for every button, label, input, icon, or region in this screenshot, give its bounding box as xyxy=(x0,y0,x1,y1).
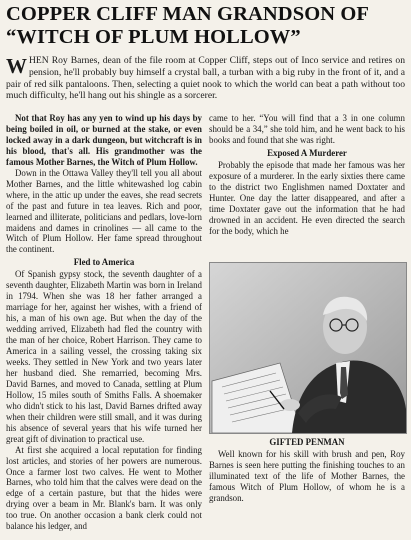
photo-roy-barnes xyxy=(209,262,407,434)
photo-illustration xyxy=(210,263,406,433)
paragraph-bank-clerk: came to her. “You will find that a 3 in one column should be a 34,” she told him, and he went back to his books and found that she was right. xyxy=(209,113,405,145)
subdeck: Not that Roy has any yen to wind up his days by being boiled in oil, or burned at the stake, or even locked away in a dark dungeon, but witchcraft is in his blood, that's all. His grandmother was the famous Mother Barnes, the Witch of Plum Hollow. xyxy=(6,113,202,167)
caption-title: GIFTED PENMAN xyxy=(269,437,345,447)
drop-cap: W xyxy=(6,54,27,78)
right-column xyxy=(209,113,405,236)
paragraph-ottawa-valley: Down in the Ottawa Valley they'll tell you all about Mother Barnes, and the little whitewashed log cabin where, in the attic up under the eaves, she read secrets of the past and future in tea leaves. Rich and poor, learned and illiterate, politicians and pedlars, love-lorn maidens and dames in crinolines — all came to the Witch of Plum Hollow. Her fame spread throughout the continent. xyxy=(6,167,202,255)
section-head-murderer: Exposed A Murderer xyxy=(267,147,347,158)
photo-caption xyxy=(209,437,405,504)
caption-text: Well known for his skill with brush and pen, Roy Barnes is seen here putting the finishing touches to an illuminated text of the life of Mother Barnes, the famous Witch of Plum Hollow, of whom he is a grandson. xyxy=(209,448,405,503)
section-head-fled: Fled to America xyxy=(73,257,135,268)
left-column xyxy=(6,113,202,532)
paragraph-spanish-gypsy: Of Spanish gypsy stock, the seventh daughter of a seventh daughter, Elizabeth Martin was born in Ireland in 1794. When she was 18 her father arranged a marriage for her, against her wishes, with a friend of his, a man of his own age. But when the day of the wedding arrived, Elizabeth had fled the country with the man of her choice, Robert Harrison. They came to America in a sailing vessel, the crossing taking six weeks. They settled in New York and two years later her husband died. She remarried, becoming Mrs. David Barnes, and moved to Canada, settling at Plum Hollow, 15 miles south of Smiths Falls. A shoemaker who didn't stick to his last, David Barnes drifted away when their children were still small, and it was during his absence of several years that his wife turned her great gift of divination to practical use. xyxy=(6,269,202,444)
paragraph-murderer: Probably the episode that made her famous was her exposure of a murderer. In the early sixties there came to the district two Englishmen named Doxtater and Hunter. One day the latter disappeared, and after a time Doxtater gave out the information that he had drowned in an accident. He even directed the search for the body, which he xyxy=(209,159,405,236)
lead-paragraph xyxy=(6,55,405,102)
lead-text: HEN Roy Barnes, dean of the file room at Copper Cliff, steps out of Inco service and retires on pension, he'll probably buy himself a crystal ball, a turban with a big ruby in the front of it, and a pair of red silk pantaloons. Then, selecting a quiet nook to which the world can beat a path without too much difficulty, he'll hang out his shingle as a sorcerer. xyxy=(6,55,405,102)
paragraph-lost-articles: At first she acquired a local reputation for finding lost articles, and stories of her powers are numerous. Once a farmer lost two calves. He went to Mother Barnes, who told him that the calves were dead on the edge of a certain pasture, but that the hides were drying over a beam in Mr. Blank's barn. It was only too true. On another occasion a bank clerk could not balance his ledger, and xyxy=(6,444,202,532)
article-headline: COPPER CLIFF MAN GRANDSON OF “WITCH OF PLUM HOLLOW” xyxy=(6,3,369,48)
